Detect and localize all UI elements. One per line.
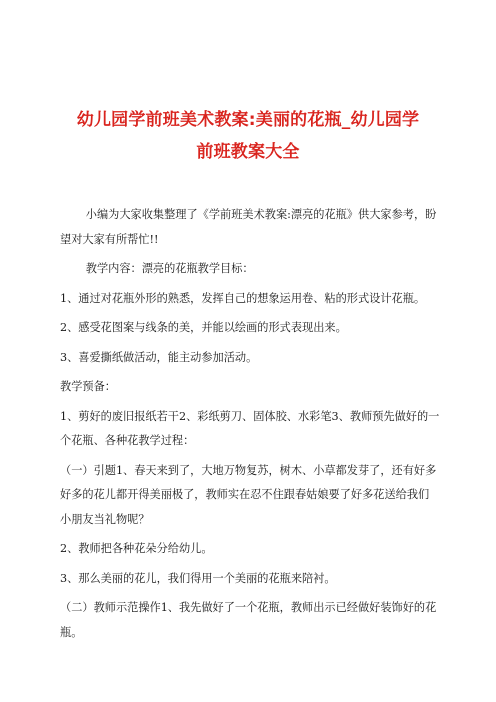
preparation-heading: 教学预备： bbox=[60, 380, 116, 393]
document-body bbox=[60, 203, 440, 650]
teaching-content-paragraph: 教学内容：漂亮的花瓶教学目标： bbox=[85, 262, 254, 275]
process-step-2: 2、教师把各种花朵分给幼儿。 bbox=[60, 542, 213, 555]
document-title bbox=[40, 104, 456, 168]
title-line-1: 幼儿园学前班美术教案:美丽的花瓶_幼儿园学 bbox=[76, 110, 420, 130]
goal-item-1: 1、通过对花瓶外形的熟悉，发挥自己的想象运用卷、粘的形式设计花瓶。 bbox=[60, 291, 426, 305]
process-step-3: 3、那么美丽的花儿，我们得用一个美丽的花瓶来陪衬。 bbox=[60, 571, 336, 585]
process-step-1: （一）引题1、春天来到了，大地万物复苏，树木、小草都发芽了，还有好多好多的花儿都开得美丽极了，教师实在忍不住跟春姑娘要了好多花送给我们小朋友当礼物呢？ bbox=[60, 463, 437, 526]
goal-item-3: 3、喜爱撕纸做活动，能主动参加活动。 bbox=[60, 350, 258, 364]
goal-item-2: 2、感受花图案与线条的美，并能以绘画的形式表现出来。 bbox=[60, 321, 347, 334]
title-line-2: 前班教案大全 bbox=[196, 142, 300, 162]
process-step-4: （二）教师示范操作1、我先做好了一个花瓶，教师出示已经做好装饰好的花瓶。 bbox=[60, 601, 437, 639]
preparation-paragraph: 1、剪好的废旧报纸若干2、彩纸剪刀、固体胶、水彩笔3、教师预先做好的一个花瓶、各种花教学过程： bbox=[60, 409, 440, 447]
intro-paragraph: 小编为大家收集整理了《学前班美术教案:漂亮的花瓶》供大家参考，盼望对大家有所帮忙!! bbox=[60, 208, 437, 246]
